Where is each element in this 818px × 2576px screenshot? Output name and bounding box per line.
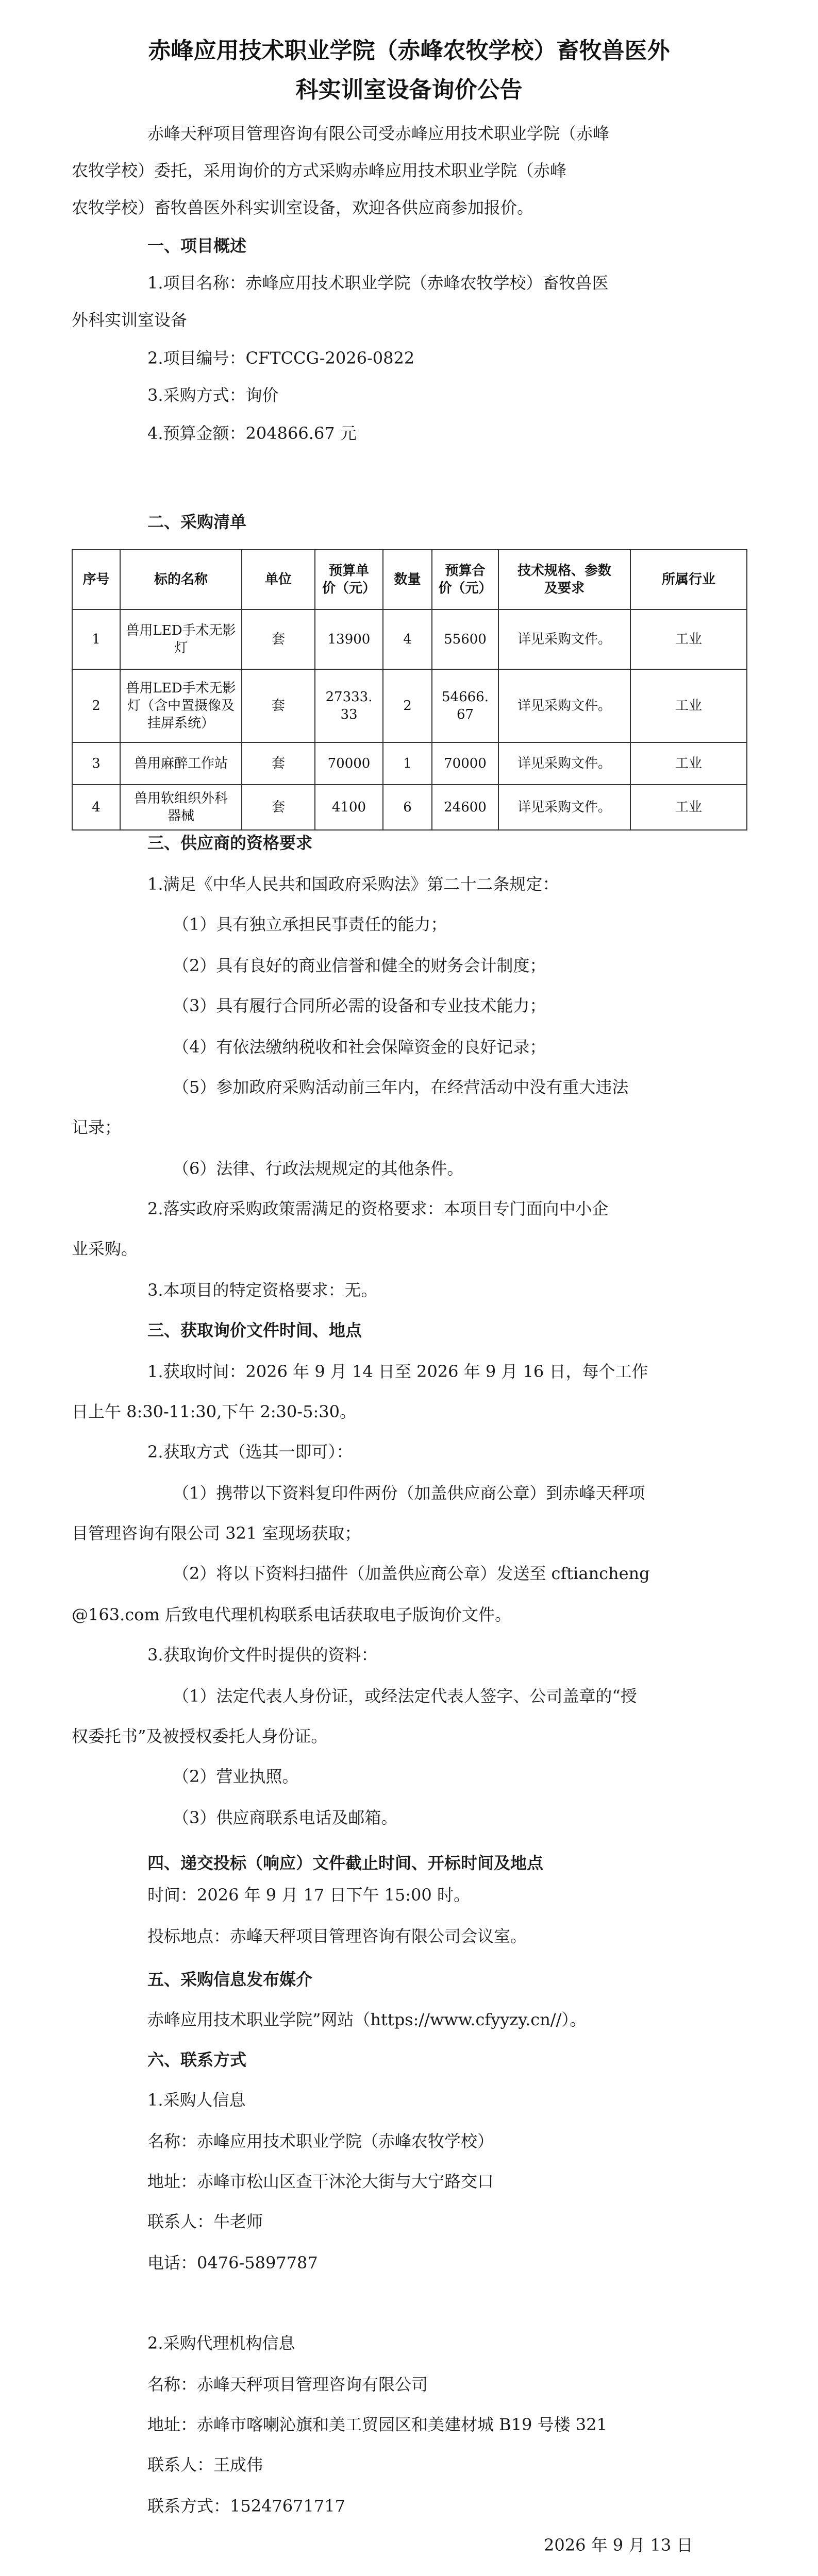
cell-no: 4: [72, 785, 120, 830]
cell-unit-price: 70000: [315, 742, 383, 785]
section-heading-obtain-documents: 三、获取询价文件时间、地点: [147, 1320, 362, 1340]
section-heading-qualifications: 三、供应商的资格要求: [147, 833, 313, 853]
table-row: [72, 669, 747, 742]
cell-unit-price: 4100: [315, 785, 383, 830]
qualification-condition-3: （3）具有履行合同所必需的设备和专业技术能力；: [173, 996, 546, 1015]
table-header-row: [72, 550, 747, 609]
required-documents: 3.获取询价文件时提供的资料：: [147, 1645, 378, 1665]
agency-name: 名称：赤峰天秤项目管理咨询有限公司: [147, 2375, 428, 2394]
obtain-time-line-2: 日上午 8:30-11:30,下午 2:30-5:30。: [72, 1402, 356, 1421]
obtain-way-1-line-2: 目管理咨询有限公司 321 室现场获取；: [72, 1523, 361, 1543]
cell-industry: 工业: [630, 609, 747, 669]
agency-heading: 2.采购代理机构信息: [147, 2333, 295, 2353]
cell-unit-price: 13900: [315, 609, 383, 669]
obtain-way-2-line-1: （2）将以下资料扫描件（加盖供应商公章）发送至 cftiancheng: [173, 1564, 650, 1583]
agency-address: 地址：赤峰市喀喇沁旗和美工贸园区和美建材城 B19 号楼 321: [147, 2415, 607, 2434]
cell-qty: 2: [383, 669, 432, 742]
obtain-way-2-line-2: @163.com 后致电代理机构联系电话获取电子版询价文件。: [72, 1605, 511, 1624]
intro-line-3: 农牧学校）畜牧兽医外科实训室设备，欢迎各供应商参加报价。: [72, 198, 534, 217]
section-heading-purchase-list: 二、采购清单: [147, 512, 247, 532]
cell-total: 24600: [432, 785, 498, 830]
obtain-time-line-1: 1.获取时间：2026 年 9 月 14 日至 2026 年 9 月 16 日，每个工作: [147, 1362, 648, 1381]
cell-no: 3: [72, 742, 120, 785]
obtain-way: 2.获取方式（选其一即可）：: [147, 1442, 353, 1462]
qualification-condition-6: （6）法律、行政法规规定的其他条件。: [173, 1159, 464, 1178]
cell-total: 70000: [432, 742, 498, 785]
cell-name: 兽用LED手术无影 灯（含中置摄像及 挂屏系统）: [120, 669, 242, 742]
section-heading-overview: 一、项目概述: [147, 236, 247, 256]
section-heading-contacts: 六、联系方式: [147, 2050, 247, 2070]
obtain-way-1-line-1: （1）携带以下资料复印件两份（加盖供应商公章）到赤峰天秤项: [173, 1483, 645, 1503]
required-document-2: （2）营业执照。: [173, 1767, 299, 1786]
cell-unit: 套: [242, 609, 315, 669]
section-heading-deadline: 四、递交投标（响应）文件截止时间、开标时间及地点: [147, 1853, 544, 1873]
purchaser-address: 地址：赤峰市松山区查干沐沦大街与大宁路交口: [147, 2172, 494, 2191]
column-header-unit: 单位: [242, 550, 315, 609]
agency-phone: 联系方式：15247671717: [147, 2496, 345, 2516]
procurement-method: 3.采购方式：询价: [147, 385, 279, 405]
column-header-total: 预算合 价（元）: [432, 550, 498, 609]
publication-media: 赤峰应用技术职业学院”网站（https://www.cfyyzy.cn//）。: [147, 2010, 587, 2029]
intro-line-1: 赤峰天秤项目管理咨询有限公司受赤峰应用技术职业学院（赤峰: [147, 124, 610, 143]
purchaser-phone: 电话：0476-5897787: [147, 2253, 318, 2273]
cell-total: 54666. 67: [432, 669, 498, 742]
qualification-condition-1: （1）具有独立承担民事责任的能力；: [173, 914, 447, 934]
cell-unit-price: 27333. 33: [315, 669, 383, 742]
deadline-place: 投标地点：赤峰天秤项目管理咨询有限公司会议室。: [147, 1926, 527, 1946]
cell-industry: 工业: [630, 669, 747, 742]
cell-no: 2: [72, 669, 120, 742]
cell-spec: 详见采购文件。: [498, 609, 630, 669]
qualification-condition-5-line-2: 记录；: [72, 1117, 122, 1137]
qualification-item-2-line-2: 业采购。: [72, 1239, 138, 1259]
cell-name: 兽用软组织外科 器械: [120, 785, 242, 830]
cell-industry: 工业: [630, 785, 747, 830]
column-header-no: 序号: [72, 550, 120, 609]
qualification-condition-5-line-1: （5）参加政府采购活动前三年内，在经营活动中没有重大违法: [173, 1077, 629, 1097]
agency-contact: 联系人：王成伟: [147, 2455, 263, 2475]
table-row: [72, 609, 747, 669]
purchaser-contact: 联系人：牛老师: [147, 2212, 263, 2231]
document-title-line-2: 科实训室设备询价公告: [295, 77, 523, 103]
qualification-item-3: 3.本项目的特定资格要求：无。: [147, 1280, 378, 1300]
column-header-industry: 所属行业: [630, 550, 747, 609]
cell-spec: 详见采购文件。: [498, 742, 630, 785]
qualification-item-1: 1.满足《中华人民共和国政府采购法》第二十二条规定：: [147, 874, 559, 894]
qualification-condition-2: （2）具有良好的商业信誉和健全的财务会计制度；: [173, 956, 546, 975]
table-row: [72, 742, 747, 785]
purchaser-heading: 1.采购人信息: [147, 2090, 246, 2110]
purchase-list-table: [72, 549, 747, 831]
cell-qty: 4: [383, 609, 432, 669]
project-name-line-1: 1.项目名称：赤峰应用技术职业学院（赤峰农牧学校）畜牧兽医: [147, 273, 609, 293]
cell-spec: 详见采购文件。: [498, 669, 630, 742]
column-header-spec: 技术规格、参数 及要求: [498, 550, 630, 609]
table-row: [72, 785, 747, 830]
project-number: 2.项目编号：CFTCCG-2026-0822: [147, 348, 415, 368]
cell-name: 兽用LED手术无影 灯: [120, 609, 242, 669]
cell-unit: 套: [242, 742, 315, 785]
cell-qty: 1: [383, 742, 432, 785]
column-header-qty: 数量: [383, 550, 432, 609]
cell-unit: 套: [242, 669, 315, 742]
qualification-condition-4: （4）有依法缴纳税收和社会保障资金的良好记录；: [173, 1037, 546, 1057]
qualification-item-2-line-1: 2.落实政府采购政策需满足的资格要求：本项目专门面向中小企: [147, 1199, 609, 1218]
column-header-name: 标的名称: [120, 550, 242, 609]
cell-spec: 详见采购文件。: [498, 785, 630, 830]
budget-amount: 4.预算金额：204866.67 元: [147, 423, 357, 443]
required-document-3: （3）供应商联系电话及邮箱。: [173, 1808, 398, 1827]
cell-no: 1: [72, 609, 120, 669]
cell-qty: 6: [383, 785, 432, 830]
project-name-line-2: 外科实训室设备: [72, 310, 188, 330]
cell-total: 55600: [432, 609, 498, 669]
cell-industry: 工业: [630, 742, 747, 785]
required-document-1-line-1: （1）法定代表人身份证，或经法定代表人签字、公司盖章的“授: [173, 1686, 637, 1706]
document-title-line-1: 赤峰应用技术职业学院（赤峰农牧学校）畜牧兽医外: [148, 38, 670, 64]
cell-name: 兽用麻醉工作站: [120, 742, 242, 785]
column-header-unit-price: 预算单 价（元）: [315, 550, 383, 609]
cell-unit: 套: [242, 785, 315, 830]
intro-line-2: 农牧学校）委托，采用询价的方式采购赤峰应用技术职业学院（赤峰: [72, 161, 567, 180]
required-document-1-line-2: 权委托书”及被授权委托人身份证。: [72, 1726, 328, 1746]
announcement-date: 2026 年 9 月 13 日: [544, 2535, 693, 2555]
section-heading-media: 五、采购信息发布媒介: [147, 1970, 313, 1989]
purchaser-name: 名称：赤峰应用技术职业学院（赤峰农牧学校）: [147, 2131, 494, 2151]
deadline-time: 时间：2026 年 9 月 17 日下午 15:00 时。: [147, 1885, 470, 1905]
